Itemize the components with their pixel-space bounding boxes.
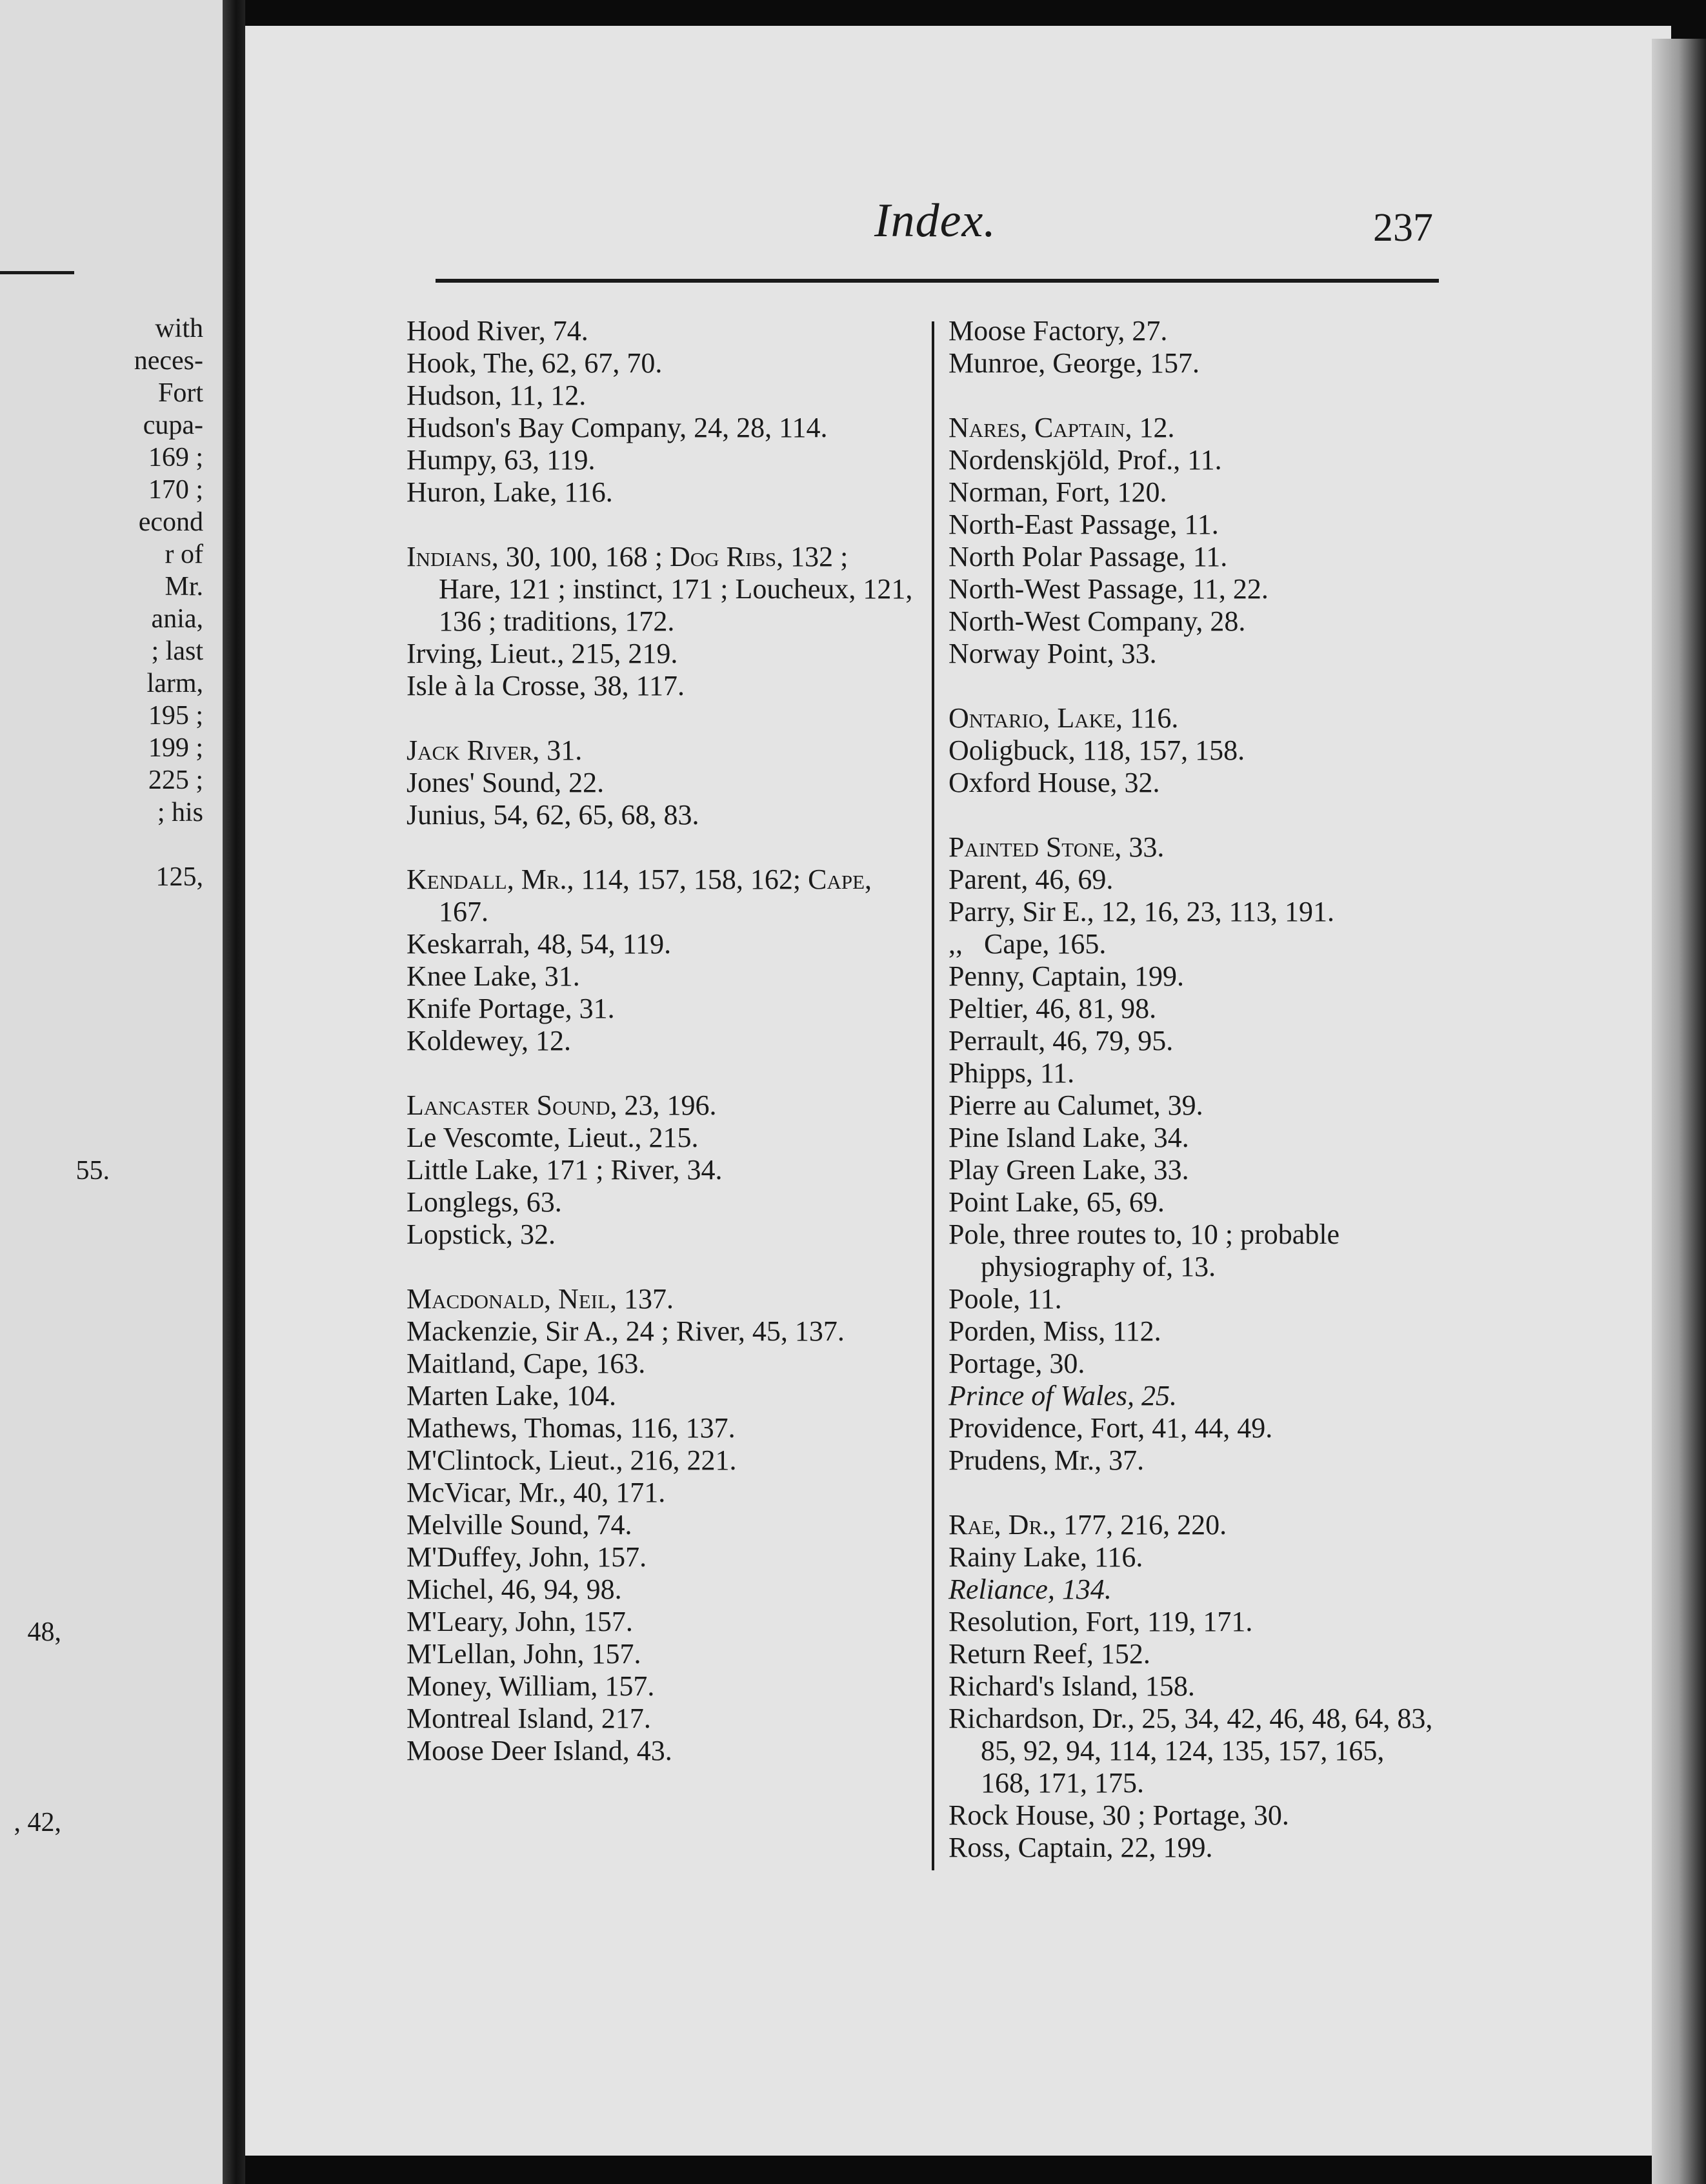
index-entry: Pierre au Calumet, 39. — [948, 1089, 1203, 1121]
facing-page-text: 48, — [27, 1617, 61, 1647]
index-entry: Prudens, Mr., 37. — [948, 1444, 1145, 1476]
index-entry: Little Lake, 171 ; River, 34. — [406, 1154, 723, 1186]
index-entry: Portage, 30. — [948, 1348, 1085, 1379]
index-entry: Penny, Captain, 199. — [948, 960, 1184, 992]
facing-page-text: ania, — [151, 604, 203, 634]
facing-page-text: r of — [165, 540, 203, 569]
index-entry: Marten Lake, 104. — [406, 1380, 616, 1411]
facing-page-edge — [0, 0, 223, 2184]
facing-page-text: econd — [138, 507, 203, 537]
index-entry: North-West Passage, 11, 22. — [948, 573, 1269, 605]
book-gutter — [223, 0, 245, 2184]
index-entry: Lopstick, 32. — [406, 1218, 556, 1250]
facing-page-text: , 42, — [14, 1808, 61, 1837]
index-entry: Mathews, Thomas, 116, 137. — [406, 1412, 736, 1444]
facing-page-text: 169 ; — [148, 443, 203, 472]
index-entry: Koldewey, 12. — [406, 1025, 571, 1057]
index-entry: Huron, Lake, 116. — [406, 476, 613, 508]
index-entry: Ontario, Lake, 116. — [948, 702, 1179, 734]
index-entry: Richardson, Dr., 25, 34, 42, 46, 48, 64, 83, 85, 92, 94, 114, 124, 135, 157, 165, 168, 171, 175. — [948, 1703, 1440, 1799]
index-entry: Montreal Island, 217. — [406, 1703, 651, 1734]
index-entry: Pine Island Lake, 34. — [948, 1122, 1189, 1153]
index-column-left — [406, 315, 923, 1767]
index-entry: Rainy Lake, 116. — [948, 1541, 1143, 1573]
index-entry: Norman, Fort, 120. — [948, 476, 1167, 508]
index-entry: Prince of Wales, 25. — [948, 1380, 1177, 1411]
index-entry: M'Lellan, John, 157. — [406, 1638, 641, 1670]
facing-page-text: 55. — [75, 1156, 110, 1186]
index-entry: Norway Point, 33. — [948, 638, 1157, 669]
index-entry: Jack River, 31. — [406, 734, 583, 766]
facing-page-text: Mr. — [165, 572, 203, 602]
index-entry: Reliance, 134. — [948, 1573, 1112, 1605]
index-entry: Ooligbuck, 118, 157, 158. — [948, 734, 1245, 766]
index-entry: ,, Cape, 165. — [948, 928, 1107, 960]
page-number: 237 — [1373, 206, 1433, 250]
index-entry: Point Lake, 65, 69. — [948, 1186, 1165, 1218]
facing-page-text: 225 ; — [148, 765, 203, 795]
index-entry: Money, William, 157. — [406, 1670, 655, 1702]
index-entry: Irving, Lieut., 215, 219. — [406, 638, 678, 669]
index-entry: Nares, Captain, 12. — [948, 412, 1175, 443]
index-entry: Play Green Lake, 33. — [948, 1154, 1189, 1186]
index-entry: North-East Passage, 11. — [948, 509, 1219, 540]
index-entry: Ross, Captain, 22, 199. — [948, 1832, 1213, 1863]
index-entry: Hudson's Bay Company, 24, 28, 114. — [406, 412, 828, 443]
index-entry: Knee Lake, 31. — [406, 960, 580, 992]
index-entry: Perrault, 46, 79, 95. — [948, 1025, 1174, 1057]
index-entry: Indians, 30, 100, 168 ; Dog Ribs, 132 ; Hare, 121 ; instinct, 171 ; Loucheux, 121, 136 ; traditions, 172. — [406, 541, 920, 637]
facing-page-text: with — [155, 314, 203, 343]
index-entry: Rock House, 30 ; Portage, 30. — [948, 1799, 1289, 1831]
index-entry: Isle à la Crosse, 38, 117. — [406, 670, 685, 702]
facing-page-text: neces- — [134, 346, 203, 376]
index-entry: Humpy, 63, 119. — [406, 444, 596, 476]
index-entry: Rae, Dr., 177, 216, 220. — [948, 1509, 1227, 1541]
index-entry: Richard's Island, 158. — [948, 1670, 1195, 1702]
facing-page-text: 195 ; — [148, 701, 203, 731]
index-entry: Munroe, George, 157. — [948, 347, 1199, 379]
facing-page-text: ; last — [151, 636, 203, 666]
index-entry: Porden, Miss, 112. — [948, 1315, 1161, 1347]
index-entry: Kendall, Mr., 114, 157, 158, 162; Cape, 167. — [406, 864, 879, 927]
facing-page-text: 125, — [156, 862, 203, 892]
index-entry: Hood River, 74. — [406, 315, 588, 347]
running-head: Index. — [874, 194, 996, 247]
header-rule — [436, 279, 1439, 283]
index-entry: M'Clintock, Lieut., 216, 221. — [406, 1444, 737, 1476]
index-entry: Pole, three routes to, 10 ; probable physiography of, 13. — [948, 1218, 1347, 1282]
index-entry: Moose Deer Island, 43. — [406, 1735, 672, 1766]
index-entry: Providence, Fort, 41, 44, 49. — [948, 1412, 1273, 1444]
facing-page-text: cupa- — [143, 410, 203, 440]
facing-page-text: ; his — [157, 798, 203, 827]
index-entry: Nordenskjöld, Prof., 11. — [948, 444, 1222, 476]
index-entry: Poole, 11. — [948, 1283, 1062, 1315]
index-entry: Resolution, Fort, 119, 171. — [948, 1606, 1253, 1637]
index-entry: Junius, 54, 62, 65, 68, 83. — [406, 799, 699, 831]
index-entry: McVicar, Mr., 40, 171. — [406, 1477, 666, 1508]
index-entry: Le Vescomte, Lieut., 215. — [406, 1122, 699, 1153]
facing-page-text: Fort — [157, 378, 203, 408]
index-entry: Painted Stone, 33. — [948, 831, 1165, 863]
index-entry: Macdonald, Neil, 137. — [406, 1283, 674, 1315]
index-entry: North Polar Passage, 11. — [948, 541, 1228, 572]
index-entry: Lancaster Sound, 23, 196. — [406, 1089, 717, 1121]
index-entry: Michel, 46, 94, 98. — [406, 1573, 622, 1605]
index-entry: Moose Factory, 27. — [948, 315, 1168, 347]
index-entry: Parry, Sir E., 12, 16, 23, 113, 191. — [948, 896, 1335, 927]
index-entry: Return Reef, 152. — [948, 1638, 1150, 1670]
facing-page-text: larm, — [146, 669, 203, 698]
index-entry: Phipps, 11. — [948, 1057, 1075, 1089]
index-entry: Jones' Sound, 22. — [406, 767, 605, 798]
index-entry: Mackenzie, Sir A., 24 ; River, 45, 137. — [406, 1315, 845, 1347]
index-entry: M'Leary, John, 157. — [406, 1606, 633, 1637]
index-entry: North-West Company, 28. — [948, 605, 1246, 637]
index-entry: Keskarrah, 48, 54, 119. — [406, 928, 672, 960]
index-entry: Hook, The, 62, 67, 70. — [406, 347, 663, 379]
index-entry: Maitland, Cape, 163. — [406, 1348, 646, 1379]
facing-page-rule — [0, 271, 74, 274]
index-entry: Longlegs, 63. — [406, 1186, 562, 1218]
page-edge-shadow — [1652, 39, 1706, 2184]
facing-page-text: 170 ; — [148, 475, 203, 505]
index-entry: Knife Portage, 31. — [406, 993, 615, 1024]
index-entry: Melville Sound, 74. — [406, 1509, 632, 1541]
facing-page-text: 199 ; — [148, 733, 203, 763]
index-column-right — [923, 315, 1439, 1864]
index-entry: Peltier, 46, 81, 98. — [948, 993, 1157, 1024]
index-entry: M'Duffey, John, 157. — [406, 1541, 647, 1573]
index-entry: Oxford House, 32. — [948, 767, 1160, 798]
index-entry: Hudson, 11, 12. — [406, 379, 587, 411]
index-entry: Parent, 46, 69. — [948, 864, 1114, 895]
